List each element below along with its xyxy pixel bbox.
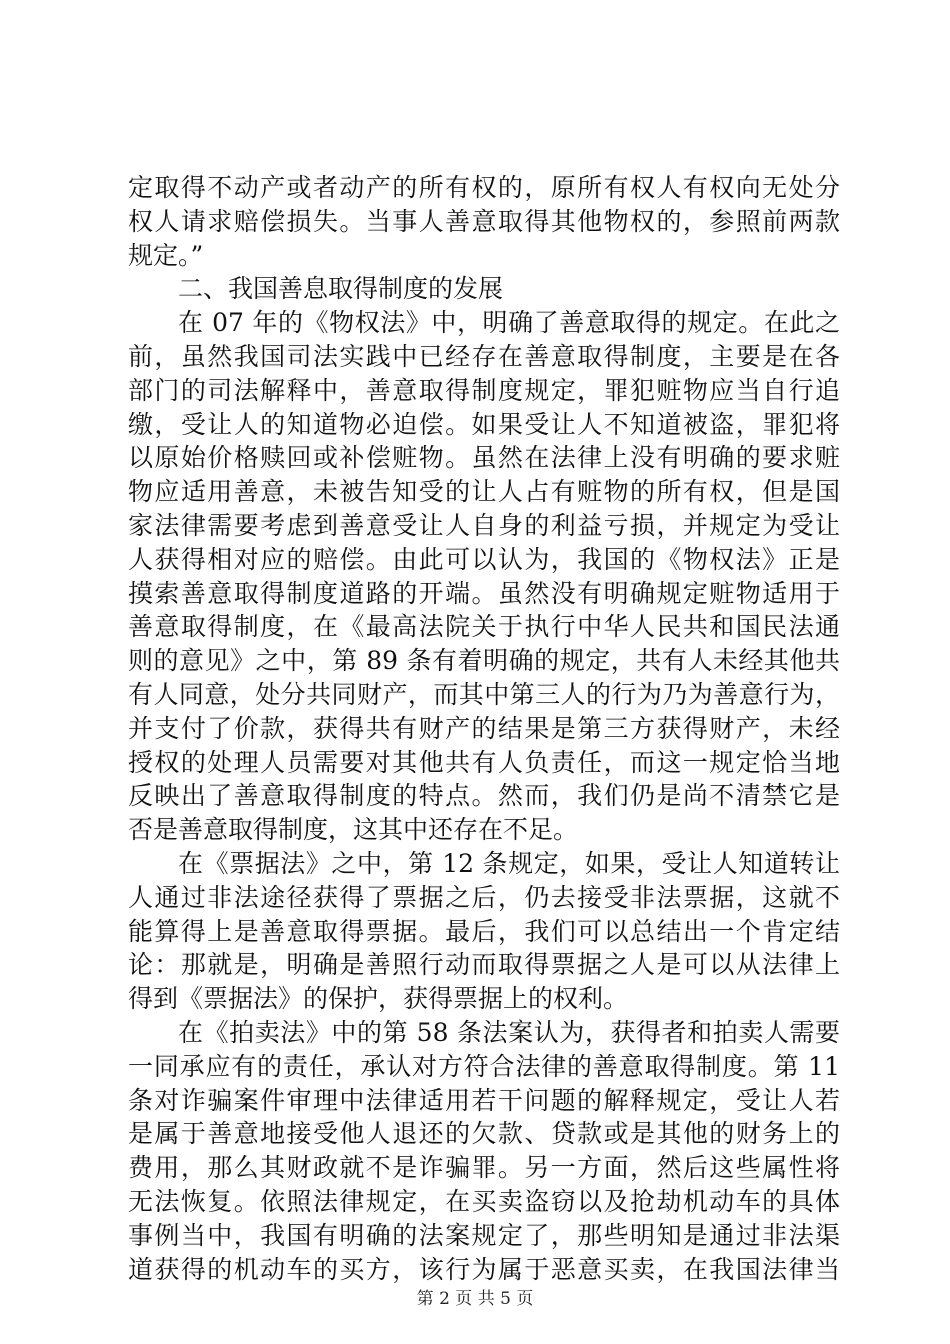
text-line: 权人请求赔偿损失。当事人善意取得其他物权的，参照前两款 — [128, 206, 840, 236]
text-line: 则的意见》之中，第 89 条有着明确的规定，共有人未经其他共 — [128, 646, 840, 676]
text-line: 并支付了价款，获得共有财产的结果是第三方获得财产，未经 — [128, 713, 840, 743]
text-line: 善意取得制度，在《最高法院关于执行中华人民共和国民法通 — [128, 612, 840, 642]
text-line: 在 07 年的《物权法》中，明确了善意取得的规定。在此之 — [178, 308, 840, 338]
body-text — [128, 171, 840, 1286]
text-line: 二、我国善息取得制度的发展 — [178, 274, 504, 304]
text-line: 缴，受让人的知道物必迫偿。如果受让人不知道被盗，罪犯将 — [128, 409, 840, 439]
text-line: 得到《票据法》的保护，获得票据上的权利。 — [128, 984, 629, 1014]
text-line: 部门的司法解释中，善意取得制度规定，罪犯赃物应当自行追 — [128, 375, 840, 405]
text-line: 家法律需要考虑到善意受让人自身的利益亏损，并规定为受让 — [128, 510, 840, 540]
text-line: 物应适用善意，未被告知受的让人占有赃物的所有权，但是国 — [128, 477, 840, 507]
text-line: 规定。” — [128, 240, 204, 270]
text-line: 人获得相对应的赔偿。由此可以认为，我国的《物权法》正是 — [128, 544, 840, 574]
text-line: 授权的处理人员需要对其他共有人负责任，而这一规定恰当地 — [128, 747, 840, 777]
text-line: 无法恢复。依照法律规定，在买卖盗窃以及抢劫机动车的具体 — [128, 1186, 840, 1216]
text-line: 反映出了善意取得制度的特点。然而，我们仍是尚不清禁它是 — [128, 781, 840, 811]
text-line: 否是善意取得制度，这其中还存在不足。 — [128, 815, 579, 845]
text-line: 摸索善意取得制度道路的开端。虽然没有明确规定赃物适用于 — [128, 578, 840, 608]
text-line: 一同承应有的责任，承认对方符合法律的善意取得制度。第 11 — [128, 1051, 840, 1081]
text-line: 费用，那么其财政就不是诈骗罪。另一方面，然后这些属性将 — [128, 1153, 840, 1183]
text-line: 是属于善意地接受他人退还的欠款、贷款或是其他的财务上的 — [128, 1119, 840, 1149]
text-line: 能算得上是善意取得票据。最后，我们可以总结出一个肯定结 — [128, 916, 840, 946]
text-line: 以原始价格赎回或补偿赃物。虽然在法律上没有明确的要求赃 — [128, 443, 840, 473]
text-line: 事例当中，我国有明确的法案规定了，那些明知是通过非法渠 — [128, 1220, 840, 1250]
text-line: 条对诈骗案件审理中法律适用若干问题的解释规定，受让人若 — [128, 1085, 840, 1115]
page-footer: 第 2 页 共 5 页 — [416, 1289, 534, 1309]
text-line: 人通过非法途径获得了票据之后，仍去接受非法票据，这就不 — [128, 882, 840, 912]
text-line: 有人同意，处分共同财产，而其中第三人的行为乃为善意行为， — [128, 679, 840, 709]
text-line: 前，虽然我国司法实践中已经存在善意取得制度，主要是在各 — [128, 341, 840, 371]
text-line: 道获得的机动车的买方，该行为属于恶意买卖，在我国法律当 — [128, 1254, 840, 1284]
text-line: 在《拍卖法》中的第 58 条法案认为，获得者和拍卖人需要 — [178, 1017, 840, 1047]
text-line: 论：那就是，明确是善照行动而取得票据之人是可以从法律上 — [128, 950, 840, 980]
text-line: 在《票据法》之中，第 12 条规定，如果，受让人知道转让 — [178, 848, 840, 878]
text-line: 定取得不动产或者动产的所有权的，原所有权人有权向无处分 — [128, 173, 840, 202]
